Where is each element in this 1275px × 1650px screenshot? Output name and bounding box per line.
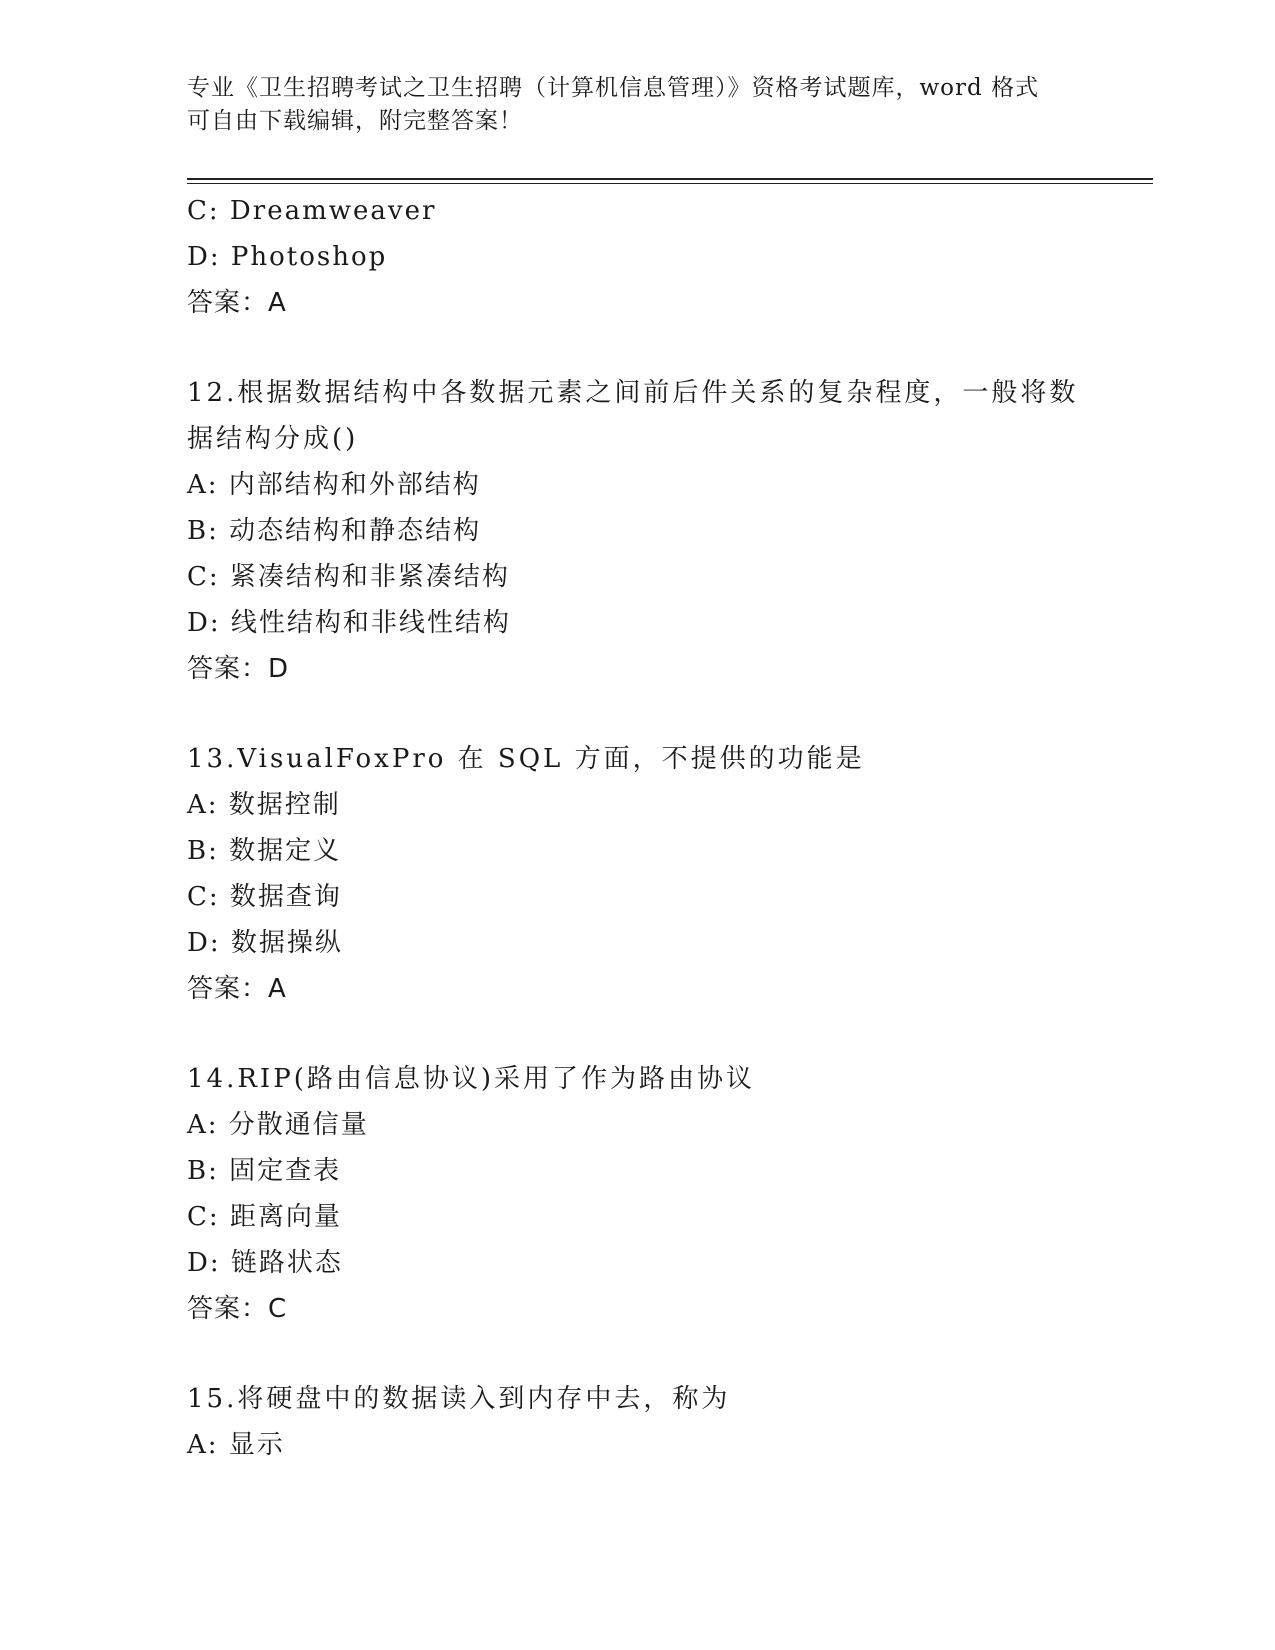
option-c: C: 紧凑结构和非紧凑结构: [187, 562, 510, 592]
page-header: [187, 72, 1087, 138]
question-13: [187, 736, 1107, 1012]
question-content: [187, 188, 1107, 1468]
header-divider: [187, 178, 1153, 184]
option-d: D: 数据操纵: [187, 928, 343, 958]
answer: 答案：C: [187, 1294, 288, 1324]
option-c: C: 数据查询: [187, 882, 342, 912]
question-stem: 14.RIP(路由信息协议)采用了作为路由协议: [187, 1064, 755, 1094]
header-line-1: 专业《卫生招聘考试之卫生招聘（计算机信息管理）》资格考试题库，word 格式: [187, 75, 1040, 101]
question-stem: 13.VisualFoxPro 在 SQL 方面，不提供的功能是: [187, 744, 865, 774]
previous-question-tail: [187, 188, 1107, 326]
option-b: B: 动态结构和静态结构: [187, 516, 482, 546]
question-15: [187, 1376, 1107, 1468]
option-a: A: 内部结构和外部结构: [187, 470, 481, 500]
option-a: A: 显示: [187, 1430, 285, 1460]
answer: 答案：A: [187, 288, 287, 318]
option-d: D: Photoshop: [187, 242, 388, 272]
option-c: C: Dreamweaver: [187, 196, 437, 226]
answer: 答案：A: [187, 974, 287, 1004]
question-stem: 15.将硬盘中的数据读入到内存中去，称为: [187, 1384, 731, 1414]
option-b: B: 数据定义: [187, 836, 342, 866]
answer: 答案：D: [187, 654, 290, 684]
option-a: A: 分散通信量: [187, 1110, 369, 1140]
question-stem: 12.根据数据结构中各数据元素之间前后件关系的复杂程度，一般将数据结构分成(): [187, 378, 1079, 454]
question-14: [187, 1056, 1107, 1332]
option-d: D: 线性结构和非线性结构: [187, 608, 511, 638]
option-c: C: 距离向量: [187, 1202, 342, 1232]
option-a: A: 数据控制: [187, 790, 341, 820]
header-line-2: 可自由下载编辑，附完整答案！: [187, 108, 523, 134]
option-d: D: 链路状态: [187, 1248, 343, 1278]
question-12: [187, 370, 1107, 692]
option-b: B: 固定查表: [187, 1156, 342, 1186]
